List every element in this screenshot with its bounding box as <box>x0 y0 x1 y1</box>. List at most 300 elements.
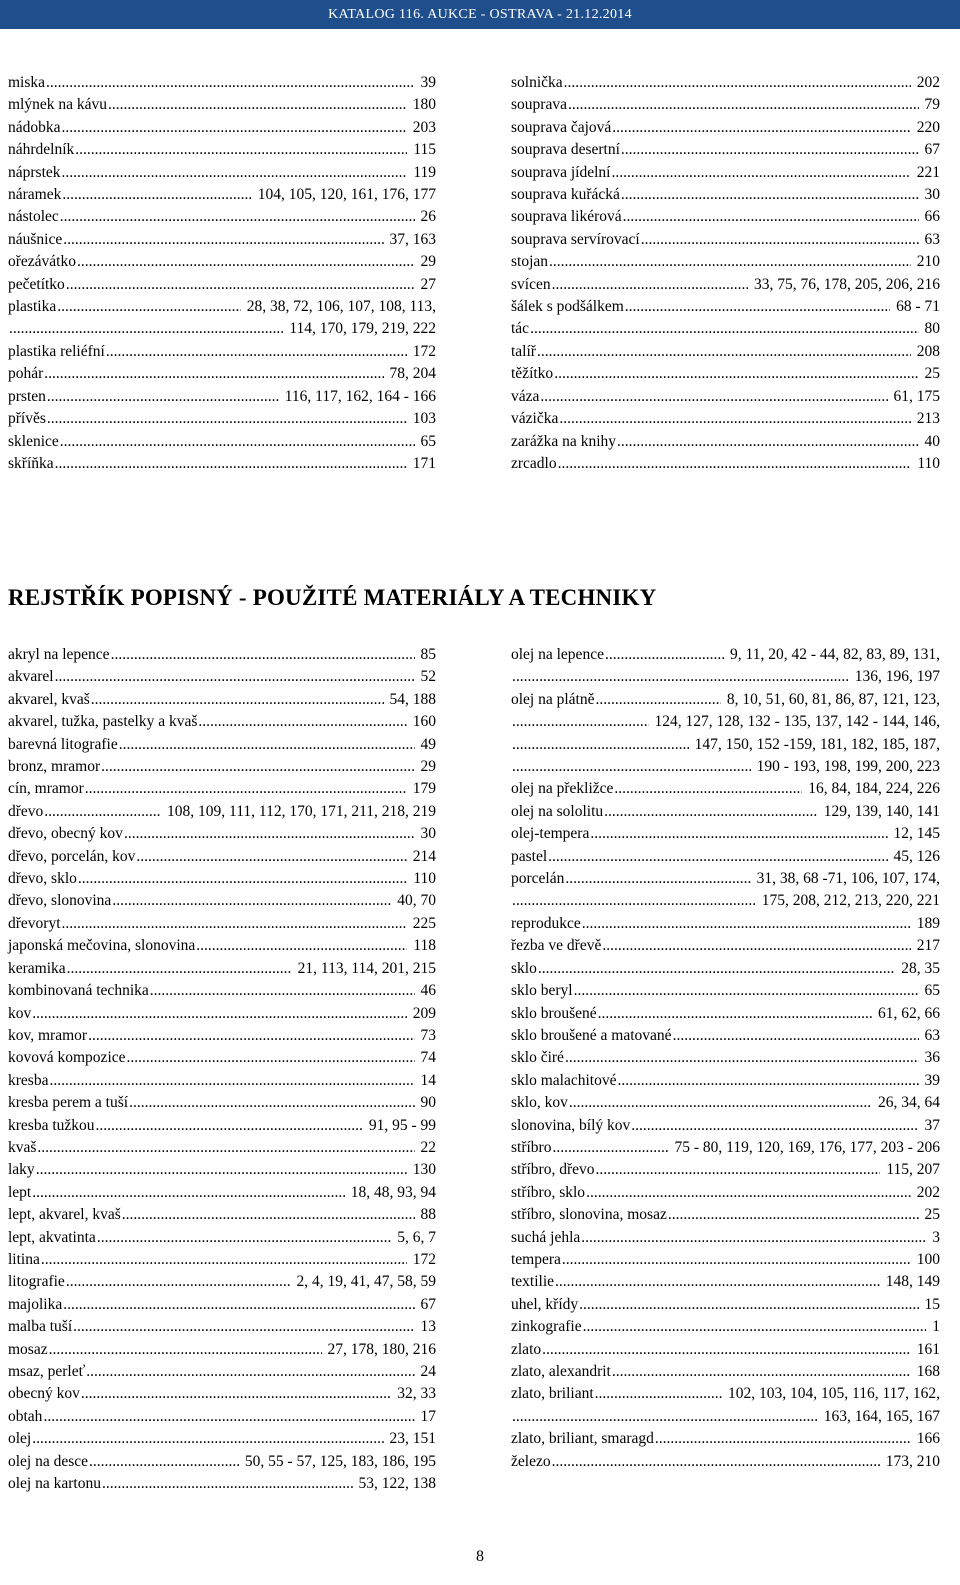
entry-pages: 63 <box>924 230 940 248</box>
entry-pages: 66 <box>924 208 940 226</box>
dot-leader <box>66 274 415 296</box>
index-entry <box>511 1383 940 1405</box>
index-entry <box>511 1428 940 1450</box>
entry-term: pohár <box>8 365 44 383</box>
index-entry <box>511 251 940 273</box>
entry-pages: 110 <box>413 870 436 888</box>
dot-leader <box>602 935 910 957</box>
dot-leader <box>625 296 890 318</box>
entry-pages: 208 <box>916 342 940 360</box>
index-entry <box>511 1025 940 1047</box>
index-entry <box>511 756 940 778</box>
dot-leader <box>596 1159 881 1181</box>
entry-term: majolika <box>8 1295 63 1313</box>
entry-term: skříňka <box>8 454 54 472</box>
index-entry <box>511 778 940 800</box>
index-entry <box>8 318 436 340</box>
entry-pages: 27 <box>420 275 436 293</box>
index-entry <box>511 1047 940 1069</box>
entry-pages: 124, 127, 128, 132 - 135, 137, 142 - 144, 146, <box>654 713 940 731</box>
entry-pages: 166 <box>916 1430 940 1448</box>
dot-leader <box>43 1406 414 1428</box>
entry-pages: 210 <box>916 253 940 271</box>
entry-term: slonovina, bílý kov <box>511 1116 631 1134</box>
entry-term: tác <box>511 320 530 338</box>
entry-term: prsten <box>8 387 46 405</box>
index-entry <box>8 1428 436 1450</box>
dot-leader <box>512 756 751 778</box>
dot-leader <box>77 251 415 273</box>
entry-pages: 68 - 71 <box>896 298 940 316</box>
index-entry <box>8 431 436 453</box>
entry-term: keramika <box>8 959 66 977</box>
dot-leader <box>590 823 887 845</box>
entry-term: suchá jehla <box>511 1228 581 1246</box>
entry-term: souprava čajová <box>511 118 612 136</box>
index-entry <box>8 1070 436 1092</box>
entry-term: olej na desce <box>8 1452 89 1470</box>
dot-leader <box>574 980 919 1002</box>
entry-term: japonská mečovina, slonovina <box>8 937 196 955</box>
entry-pages: 31, 38, 68 -71, 106, 107, 174, <box>756 870 940 888</box>
dot-leader <box>124 823 415 845</box>
index-entry <box>511 1361 940 1383</box>
entry-term: olej <box>8 1430 32 1448</box>
dot-leader <box>75 139 407 161</box>
dot-leader <box>614 778 802 800</box>
entry-term: kovová kompozice <box>8 1049 126 1067</box>
dot-leader <box>604 801 818 823</box>
entry-pages: 171 <box>412 454 436 472</box>
entry-term: zlato <box>511 1340 542 1358</box>
entry-term: litina <box>8 1250 40 1268</box>
index-entry <box>8 1182 436 1204</box>
entry-pages: 190 - 193, 198, 199, 200, 223 <box>756 758 940 776</box>
dot-leader <box>44 363 383 385</box>
entry-pages: 23, 151 <box>389 1430 436 1448</box>
entry-term: obtah <box>8 1407 43 1425</box>
entry-pages: 30 <box>420 825 436 843</box>
entry-term: lept <box>8 1183 32 1201</box>
entry-term: souprava desertní <box>511 141 620 159</box>
dot-leader <box>540 386 887 408</box>
dot-leader <box>36 1159 407 1181</box>
dot-leader <box>9 318 283 340</box>
entry-pages: 179 <box>412 780 436 798</box>
index-entry <box>511 1451 940 1473</box>
dot-leader <box>530 318 918 340</box>
dot-leader <box>136 846 406 868</box>
index-entry <box>8 206 436 228</box>
page-number: 8 <box>476 1548 484 1565</box>
index-entry <box>511 206 940 228</box>
dot-leader <box>60 206 415 228</box>
dot-leader <box>559 408 910 430</box>
index-entry <box>511 1115 940 1137</box>
index-entry <box>8 980 436 1002</box>
entry-pages: 9, 11, 20, 42 - 44, 82, 83, 89, 131, <box>730 646 940 663</box>
entry-pages: 37, 163 <box>389 230 436 248</box>
entry-term: kov, mramor <box>8 1026 88 1044</box>
index-entry <box>8 734 436 756</box>
entry-pages: 39 <box>420 74 436 91</box>
entry-pages: 172 <box>412 342 436 360</box>
entry-term: svícen <box>511 275 551 293</box>
entry-pages: 103 <box>412 410 436 428</box>
entry-term: akvarel <box>8 668 54 686</box>
dot-leader <box>611 162 910 184</box>
dot-leader <box>562 1249 911 1271</box>
entry-term: stříbro, sklo <box>511 1183 586 1201</box>
index-entry <box>511 1092 940 1114</box>
index-entry <box>8 1003 436 1025</box>
index-entry <box>8 711 436 733</box>
index-entry <box>511 341 940 363</box>
index-entry <box>511 296 940 318</box>
index-entry <box>8 117 436 139</box>
dot-leader <box>621 139 919 161</box>
dot-leader <box>46 72 414 94</box>
entry-pages: 28, 35 <box>901 959 940 977</box>
entry-pages: 46 <box>420 982 436 1000</box>
dot-leader <box>55 453 407 475</box>
entry-pages: 45, 126 <box>893 847 940 865</box>
entry-term: kvaš <box>8 1138 37 1156</box>
dot-leader <box>67 958 292 980</box>
index-entry <box>8 756 436 778</box>
dot-leader <box>122 1204 415 1226</box>
dot-leader <box>542 1339 911 1361</box>
dot-leader <box>596 689 721 711</box>
entry-term: akvarel, tužka, pastelky a kvaš <box>8 713 198 731</box>
entry-term: mosaz <box>8 1340 48 1358</box>
entry-term: kombinovaná technika <box>8 982 149 1000</box>
entry-pages: 75 - 80, 119, 120, 169, 176, 177, 203 - 206 <box>674 1138 940 1156</box>
dot-leader <box>32 1003 407 1025</box>
entry-term: sklo malachitové <box>511 1071 617 1089</box>
entry-term: olej na lepence <box>511 646 604 663</box>
entry-term: souprava kuřácká <box>511 186 620 204</box>
index-entry <box>8 1159 436 1181</box>
entry-term: plastika reliéfní <box>8 342 105 360</box>
entry-pages: 213 <box>916 410 940 428</box>
entry-term: dřevo, slonovina <box>8 892 112 910</box>
index-entry <box>511 958 940 980</box>
entry-term: pastel <box>511 847 548 865</box>
entry-pages: 221 <box>916 163 940 181</box>
dot-leader <box>102 1473 353 1495</box>
entry-term: dřevo, obecný kov <box>8 825 123 843</box>
dot-leader <box>97 1227 391 1249</box>
entry-term: kresba tužkou <box>8 1116 95 1134</box>
entry-pages: 130 <box>412 1161 436 1179</box>
index-entry <box>8 1473 436 1495</box>
index-entry <box>8 1361 436 1383</box>
entry-pages: 91, 95 - 99 <box>368 1116 436 1134</box>
index-entry <box>511 1316 940 1338</box>
dot-leader <box>548 846 887 868</box>
dot-leader <box>111 644 415 666</box>
index-entry <box>8 958 436 980</box>
entry-pages: 73 <box>420 1026 436 1044</box>
dot-leader <box>512 890 756 912</box>
entry-term: litografie <box>8 1273 65 1291</box>
dot-leader <box>73 1316 414 1338</box>
entry-pages: 175, 208, 212, 213, 220, 221 <box>761 892 940 910</box>
entry-pages: 118 <box>413 937 436 955</box>
index-entry <box>8 229 436 251</box>
entry-term: náprstek <box>8 163 61 181</box>
dot-leader <box>198 711 406 733</box>
entry-pages: 115 <box>413 141 436 159</box>
dot-leader <box>37 1137 414 1159</box>
index-entry <box>511 363 940 385</box>
entry-pages: 129, 139, 140, 141 <box>823 802 940 820</box>
entry-term: souprava jídelní <box>511 163 611 181</box>
index-entry <box>8 1406 436 1428</box>
entry-term: sklo čiré <box>511 1049 564 1067</box>
dot-leader <box>62 117 407 139</box>
dot-leader <box>537 341 911 363</box>
dot-leader <box>63 1294 414 1316</box>
index-entry <box>8 644 436 666</box>
index-entry <box>8 184 436 206</box>
dot-leader <box>108 94 407 116</box>
entry-pages: 39 <box>924 1071 940 1089</box>
entry-term: sklo broušené a matované <box>511 1026 672 1044</box>
index-column-top-right <box>511 72 940 475</box>
index-entry <box>8 689 436 711</box>
entry-pages: 1 <box>932 1318 940 1336</box>
index-entry <box>511 644 940 666</box>
entry-term: kresba perem a tuší <box>8 1094 129 1112</box>
entry-pages: 100 <box>916 1250 940 1268</box>
entry-pages: 40 <box>924 432 940 450</box>
index-entry <box>8 1047 436 1069</box>
index-entry <box>511 408 940 430</box>
index-entry <box>8 1316 436 1338</box>
index-column-top-left <box>8 72 436 475</box>
dot-leader <box>41 1249 407 1271</box>
entry-term: kov <box>8 1004 32 1022</box>
entry-term: lept, akvarel, kvaš <box>8 1206 121 1224</box>
entry-pages: 21, 113, 114, 201, 215 <box>297 959 436 977</box>
dot-leader <box>552 1451 880 1473</box>
entry-term: nástolec <box>8 208 59 226</box>
entry-pages: 40, 70 <box>397 892 436 910</box>
entry-term: cín, mramor <box>8 780 84 798</box>
entry-pages: 114, 170, 179, 219, 222 <box>289 320 436 338</box>
index-entry <box>511 1204 940 1226</box>
dot-leader <box>86 1361 414 1383</box>
entry-pages: 168 <box>916 1363 940 1380</box>
entry-pages: 17 <box>420 1407 436 1425</box>
index-entry <box>511 431 940 453</box>
index-entry <box>511 162 940 184</box>
dot-leader <box>605 644 724 666</box>
dot-leader <box>66 1271 291 1293</box>
entry-pages: 50, 55 - 57, 125, 183, 186, 195 <box>244 1452 436 1470</box>
dot-leader <box>641 229 919 251</box>
entry-term: ořezávátko <box>8 253 76 271</box>
index-entry <box>511 890 940 912</box>
entry-pages: 5, 6, 7 <box>397 1228 436 1246</box>
entry-pages: 32, 33 <box>397 1385 436 1403</box>
index-entry <box>511 711 940 733</box>
dot-leader <box>552 274 748 296</box>
entry-term: souprava likérová <box>511 208 622 226</box>
dot-leader <box>668 1204 919 1226</box>
dot-leader <box>581 1227 926 1249</box>
index-entry <box>8 1204 436 1226</box>
entry-pages: 26 <box>420 208 436 226</box>
entry-pages: 102, 103, 104, 105, 116, 117, 162, <box>728 1385 940 1403</box>
entry-pages: 147, 150, 152 -159, 181, 182, 185, 187, <box>694 735 940 753</box>
dot-leader <box>565 868 750 890</box>
index-entry <box>8 94 436 116</box>
entry-term: kresba <box>8 1071 49 1089</box>
index-entry <box>511 274 940 296</box>
entry-term: dřevoryt <box>8 914 61 932</box>
dot-leader <box>617 431 919 453</box>
index-entry <box>8 162 436 184</box>
dot-leader <box>196 935 407 957</box>
entry-pages: 202 <box>916 1183 940 1201</box>
dot-leader <box>582 913 911 935</box>
entry-pages: 15 <box>924 1295 940 1313</box>
entry-pages: 79 <box>924 96 940 114</box>
index-entry <box>8 1271 436 1293</box>
index-entry <box>511 318 940 340</box>
entry-term: mlýnek na kávu <box>8 96 108 114</box>
dot-leader <box>512 734 689 756</box>
entry-term: pečetítko <box>8 275 65 293</box>
entry-pages: 160 <box>412 713 436 731</box>
entry-pages: 67 <box>420 1295 436 1313</box>
entry-pages: 63 <box>924 1026 940 1044</box>
entry-term: talíř <box>511 342 536 360</box>
dot-leader <box>62 913 407 935</box>
index-entry <box>511 689 940 711</box>
entry-term: textilie <box>511 1273 555 1291</box>
entry-pages: 52 <box>420 668 436 686</box>
entry-term: miska <box>8 74 46 91</box>
entry-term: zarážka na knihy <box>511 432 616 450</box>
index-entry <box>8 386 436 408</box>
dot-leader <box>555 1271 880 1293</box>
entry-term: olej na plátně <box>511 690 595 708</box>
entry-pages: 108, 109, 111, 112, 170, 171, 211, 218, 219 <box>167 802 436 820</box>
index-entry <box>511 1339 940 1361</box>
dot-leader <box>60 431 415 453</box>
index-entry <box>8 1383 436 1405</box>
index-entry <box>511 823 940 845</box>
dot-leader <box>569 1092 872 1114</box>
index-entry <box>8 139 436 161</box>
dot-leader <box>583 1316 927 1338</box>
entry-term: dřevo <box>8 802 44 820</box>
entry-pages: 30 <box>924 186 940 204</box>
entry-term: akryl na lepence <box>8 646 110 663</box>
entry-term: olej na kartonu <box>8 1475 101 1493</box>
index-column-bottom-right <box>511 644 940 1473</box>
entry-pages: 180 <box>412 96 436 114</box>
dot-leader <box>612 117 910 139</box>
entry-pages: 12, 145 <box>893 825 940 843</box>
index-entry <box>511 1249 940 1271</box>
index-entry <box>511 913 940 935</box>
entry-pages: 209 <box>412 1004 436 1022</box>
index-entry <box>8 408 436 430</box>
dot-leader <box>78 868 407 890</box>
dot-leader <box>586 1182 911 1204</box>
dot-leader <box>47 408 407 430</box>
index-entry <box>511 734 940 756</box>
entry-term: sklo broušené <box>511 1004 597 1022</box>
entry-term: stojan <box>511 253 549 271</box>
dot-leader <box>568 94 919 116</box>
index-entry <box>511 935 940 957</box>
index-entry <box>511 1227 940 1249</box>
dot-leader <box>85 778 407 800</box>
entry-pages: 26, 34, 64 <box>878 1094 940 1112</box>
entry-pages: 18, 48, 93, 94 <box>350 1183 436 1201</box>
index-entry <box>511 184 940 206</box>
dot-leader <box>63 229 383 251</box>
dot-leader <box>106 341 407 363</box>
entry-term: váza <box>511 387 540 405</box>
entry-term: msaz, perleť <box>8 1363 86 1380</box>
catalog-header: KATALOG 116. AUKCE - OSTRAVA - 21.12.2014 <box>0 0 960 29</box>
entry-pages: 61, 175 <box>893 387 940 405</box>
entry-pages: 29 <box>420 758 436 776</box>
index-entry <box>8 1137 436 1159</box>
dot-leader <box>512 711 649 733</box>
index-entry <box>8 913 436 935</box>
dot-leader <box>558 453 912 475</box>
entry-pages: 104, 105, 120, 161, 176, 177 <box>257 186 436 204</box>
dot-leader <box>512 1406 818 1428</box>
entry-term: zlato, briliant <box>511 1385 594 1403</box>
entry-term: porcelán <box>511 870 565 888</box>
entry-pages: 225 <box>412 914 436 932</box>
index-entry <box>511 117 940 139</box>
entry-pages: 172 <box>412 1250 436 1268</box>
entry-term: barevná litografie <box>8 735 118 753</box>
dot-leader <box>81 1383 391 1405</box>
entry-term: dřevo, porcelán, kov <box>8 847 136 865</box>
entry-term: řezba ve dřevě <box>511 937 602 955</box>
entry-term: šálek s podšálkem <box>511 298 624 316</box>
dot-leader <box>598 1003 872 1025</box>
entry-term: malba tuší <box>8 1318 73 1336</box>
entry-pages: 119 <box>413 163 436 181</box>
entry-pages: 37 <box>924 1116 940 1134</box>
dot-leader <box>49 1070 414 1092</box>
entry-term: souprava servírovací <box>511 230 640 248</box>
dot-leader <box>101 756 414 778</box>
dot-leader <box>549 251 911 273</box>
entry-pages: 33, 75, 76, 178, 205, 206, 216 <box>754 275 940 293</box>
dot-leader <box>623 206 919 228</box>
entry-term: železo <box>511 1452 551 1470</box>
entry-term: sklo beryl <box>511 982 573 1000</box>
entry-term: vázička <box>511 410 559 428</box>
index-entry <box>8 868 436 890</box>
entry-term: zinkografie <box>511 1318 582 1336</box>
entry-term: náramek <box>8 186 62 204</box>
entry-pages: 115, 207 <box>886 1161 940 1179</box>
